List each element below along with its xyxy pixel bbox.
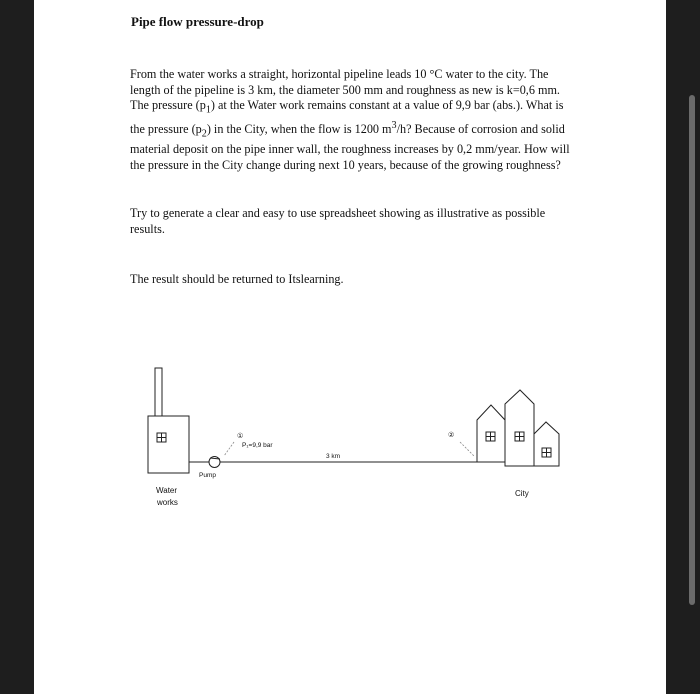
p1-label: P₁=9,9 bar xyxy=(242,442,273,449)
text-mid: ) at the Water work remains constant at a value of 9,9 bar (abs.). What is the pressure (p xyxy=(130,98,564,137)
pump-label: Pump xyxy=(199,472,216,479)
city-label: City xyxy=(515,489,529,498)
text-before-flow: ) in the City, when the flow is 1200 m xyxy=(206,122,392,137)
pipeline-diagram xyxy=(34,0,666,694)
water-works-label-line2: works xyxy=(157,498,178,507)
flow-superscript: 3 xyxy=(391,120,397,132)
p2-subscript: 2 xyxy=(201,128,207,140)
vertical-scrollbar[interactable] xyxy=(689,95,695,605)
text-after-flow: /h? Because of corrosion and solid material deposit on the pipe inner wall, the roughness increases by 0,2 mm/year. How will the pressure in the City change during next 10 years, because of the growing roughness? xyxy=(130,122,570,172)
water-works-building xyxy=(148,368,189,473)
pump-symbol xyxy=(209,457,220,468)
point1-leader xyxy=(224,442,234,456)
point1-marker: ① xyxy=(237,433,244,440)
return-instruction: The result should be returned to Itslearning. xyxy=(130,272,344,286)
water-works-label-line1: Water xyxy=(156,486,178,495)
point2-marker: ② xyxy=(448,432,455,439)
p1-subscript: 1 xyxy=(205,104,211,116)
viewer-left-margin xyxy=(0,0,34,694)
document-page xyxy=(34,0,666,694)
text-before-p1: From the water works a straight, horizontal pipeline leads 10 °C water to the city. The length of the pipeline is 3 km, the diameter 500 mm and roughness as new is k=0,6 mm. The pressure (p xyxy=(130,67,560,113)
page-title: Pipe flow pressure-drop xyxy=(131,14,264,29)
pipeline-length-label: 3 km xyxy=(326,453,341,460)
water-works-window-icon xyxy=(157,433,166,442)
spreadsheet-instruction: Try to generate a clear and easy to use spreadsheet showing as illustrative as possible results. xyxy=(130,206,546,236)
point2-leader xyxy=(460,442,474,456)
